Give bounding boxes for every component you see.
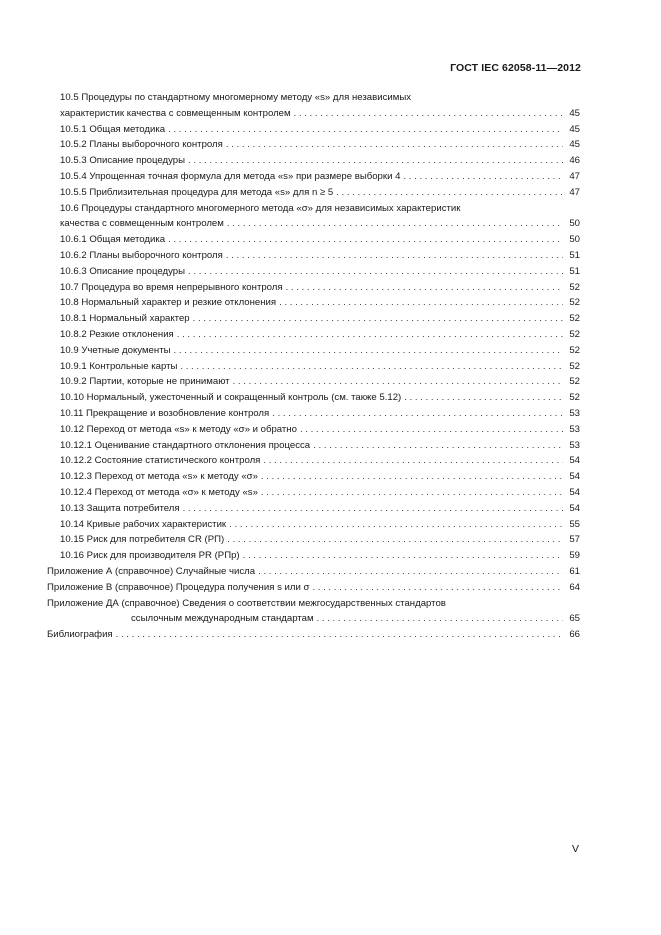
toc-entry-10-6-line1: 10.6 Процедуры стандартного многомерного метода «σ» для независимых характеристик [60, 202, 461, 214]
toc-page-number: 57 [569, 534, 580, 546]
toc-leader-dots [168, 122, 563, 138]
toc-page-number: 47 [569, 186, 580, 198]
toc-leader-dots [168, 232, 563, 248]
toc-page-number: 61 [569, 565, 580, 577]
toc-page-number: 54 [569, 471, 580, 483]
toc-leader-dots [272, 406, 563, 422]
toc-leader-dots [227, 216, 563, 232]
toc-page-number: 51 [569, 249, 580, 261]
toc-page-number: 52 [569, 328, 580, 340]
toc-page-number: 50 [569, 218, 580, 230]
toc-page-number: 45 [569, 139, 580, 151]
toc-entry-10-10[interactable] [47, 390, 580, 406]
toc-entry-10-16[interactable] [47, 548, 580, 564]
toc-page-number: 54 [569, 455, 580, 467]
toc-leader-dots [279, 295, 563, 311]
toc-page-number: 53 [569, 423, 580, 435]
toc-leader-dots [173, 343, 563, 359]
toc-leader-dots [261, 485, 563, 501]
toc-leader-dots [403, 169, 563, 185]
toc-page-number: 47 [569, 170, 580, 182]
toc-entry-10-5-1[interactable] [47, 122, 580, 138]
toc-entry-title: 10.5.5 Приблизительная процедура для метода «s» для n ≥ 5 [60, 186, 334, 198]
toc-entry-title: 10.6.2 Планы выборочного контроля [60, 249, 223, 261]
toc-entry-10-12-4[interactable] [47, 485, 580, 501]
toc-entry-10-8-2[interactable] [47, 327, 580, 343]
toc-entry-appendix-b[interactable] [47, 580, 580, 596]
toc-entry-10-9-1[interactable] [47, 359, 580, 375]
toc-entry-title: 10.9.2 Партии, которые не принимают [60, 376, 230, 388]
toc-entry-title: характеристик качества с совмещенным контролем [60, 107, 291, 119]
toc-page-number: 52 [569, 313, 580, 325]
toc-leader-dots [243, 548, 563, 564]
toc-entry-title: 10.13 Защита потребителя [60, 502, 180, 514]
toc-page-number: 51 [569, 265, 580, 277]
toc-entry-title: 10.10 Нормальный, ужесточенный и сокращенный контроль (см. также 5.12) [60, 392, 402, 404]
toc-page-number: 50 [569, 234, 580, 246]
toc-entry-title: Библиография [47, 629, 113, 641]
toc-leader-dots [300, 422, 563, 438]
toc-entry-10-5[interactable] [47, 106, 580, 122]
toc-entry-10-12-3[interactable] [47, 469, 580, 485]
toc-page-number: 45 [569, 123, 580, 135]
toc-entry-title: 10.8 Нормальный характер и резкие отклонения [60, 297, 277, 309]
toc-entry-appendix-da-line1: Приложение ДА (справочное) Сведения о соответствии межгосударственных стандартов [47, 597, 446, 609]
toc-page-number: 53 [569, 439, 580, 451]
toc-leader-dots [336, 185, 563, 201]
toc-entry-bibliography[interactable] [47, 627, 580, 643]
toc-page-number: 52 [569, 297, 580, 309]
toc-entry-10-12[interactable] [47, 422, 580, 438]
toc-page-number: 54 [569, 502, 580, 514]
toc-entry-title: 10.15 Риск для потребителя CR (РП) [60, 534, 225, 546]
toc-entry-title: ссылочным международным стандартам [131, 613, 314, 625]
toc-entry-title: 10.12.1 Оценивание стандартного отклонения процесса [60, 439, 311, 451]
toc-entry-title: Приложение А (справочное) Случайные числа [47, 565, 256, 577]
toc-entry-title: 10.12.3 Переход от метода «s» к методу «σ» [60, 471, 258, 483]
toc-entry-10-6-1[interactable] [47, 232, 580, 248]
toc-entry-title: 10.5.1 Общая методика [60, 123, 166, 135]
toc-page-number: 54 [569, 486, 580, 498]
toc-leader-dots [233, 374, 563, 390]
toc-page-number: 64 [569, 581, 580, 593]
toc-leader-dots [312, 580, 563, 596]
toc-entry-10-5-2[interactable] [47, 137, 580, 153]
toc-entry-title: 10.14 Кривые рабочих характеристик [60, 518, 227, 530]
toc-leader-dots [227, 532, 563, 548]
toc-page-number: 52 [569, 281, 580, 293]
toc-leader-dots [193, 311, 563, 327]
toc-page-number: 53 [569, 407, 580, 419]
table-of-contents [47, 90, 580, 643]
toc-entry-title: 10.6.3 Описание процедуры [60, 265, 186, 277]
toc-page-number: 66 [569, 629, 580, 641]
toc-entry-10-15[interactable] [47, 532, 580, 548]
toc-entry-10-13[interactable] [47, 501, 580, 517]
toc-entry-10-8-1[interactable] [47, 311, 580, 327]
toc-entry-appendix-da[interactable] [47, 611, 580, 627]
toc-leader-dots [404, 390, 563, 406]
toc-page-number: 59 [569, 550, 580, 562]
toc-page-number: 55 [569, 518, 580, 530]
toc-entry-title: 10.12.2 Состояние статистического контроля [60, 455, 261, 467]
toc-entry-title: 10.6.1 Общая методика [60, 234, 166, 246]
toc-leader-dots [177, 327, 563, 343]
toc-entry-10-6-2[interactable] [47, 248, 580, 264]
toc-leader-dots [261, 469, 563, 485]
toc-entry-10-5-4[interactable] [47, 169, 580, 185]
toc-page-number: 52 [569, 344, 580, 356]
toc-entry-appendix-a[interactable] [47, 564, 580, 580]
toc-leader-dots [263, 453, 563, 469]
toc-leader-dots [188, 264, 563, 280]
toc-entry-title: 10.16 Риск для производителя PR (РПр) [60, 550, 240, 562]
toc-entry-title: качества с совмещенным контролем [60, 218, 224, 230]
toc-entry-10-5-line1: 10.5 Процедуры по стандартному многомерному методу «s» для независимых [60, 92, 412, 103]
toc-entry-10-9-2[interactable] [47, 374, 580, 390]
toc-entry-10-9[interactable] [47, 343, 580, 359]
toc-entry-title: 10.11 Прекращение и возобновление контроля [60, 407, 270, 419]
toc-entry-10-6[interactable] [47, 216, 580, 232]
toc-entry-title: 10.5.2 Планы выборочного контроля [60, 139, 223, 151]
toc-leader-dots [226, 137, 563, 153]
toc-entry-title: 10.5.3 Описание процедуры [60, 155, 186, 167]
toc-entry-10-8[interactable] [47, 295, 580, 311]
toc-leader-dots [116, 627, 563, 643]
toc-page-number: 52 [569, 360, 580, 372]
toc-entry-title: 10.5.4 Упрощенная точная формула для метода «s» при размере выборки 4 [60, 170, 401, 182]
toc-page-number: 52 [569, 392, 580, 404]
toc-page-number: 52 [569, 376, 580, 388]
toc-leader-dots [183, 501, 563, 517]
toc-entry-title: 10.12 Переход от метода «s» к методу «σ» и обратно [60, 423, 297, 435]
toc-entry-title: 10.9 Учетные документы [60, 344, 171, 356]
page-number: V [571, 843, 579, 855]
toc-leader-dots [229, 517, 563, 533]
toc-page-number: 46 [569, 155, 580, 167]
toc-entry-title: 10.8.2 Резкие отклонения [60, 328, 174, 340]
document-header: ГОСТ IEC 62058-11—2012 [450, 62, 581, 74]
toc-leader-dots [313, 438, 563, 454]
toc-leader-dots [226, 248, 563, 264]
toc-leader-dots [294, 106, 563, 122]
toc-entry-10-12-2[interactable] [47, 453, 580, 469]
toc-entry-title: 10.9.1 Контрольные карты [60, 360, 178, 372]
toc-entry-10-12-1[interactable] [47, 438, 580, 454]
toc-leader-dots [286, 280, 563, 296]
toc-entry-title: 10.7 Процедура во время непрерывного контроля [60, 281, 283, 293]
toc-leader-dots [180, 359, 563, 375]
toc-leader-dots [188, 153, 563, 169]
toc-entry-10-7[interactable] [47, 280, 580, 296]
toc-entry-title: 10.12.4 Переход от метода «σ» к методу «s» [60, 486, 258, 498]
toc-leader-dots [258, 564, 563, 580]
toc-entry-title: Приложение В (справочное) Процедура получения s или σ [47, 581, 310, 593]
toc-entry-title: 10.8.1 Нормальный характер [60, 313, 190, 325]
toc-page-number: 65 [569, 613, 580, 625]
toc-entry-10-14[interactable] [47, 517, 580, 533]
toc-entry-10-11[interactable] [47, 406, 580, 422]
toc-entry-10-6-3[interactable] [47, 264, 580, 280]
toc-entry-10-5-5[interactable] [47, 185, 580, 201]
toc-page-number: 45 [569, 107, 580, 119]
toc-entry-10-5-3[interactable] [47, 153, 580, 169]
toc-leader-dots [317, 611, 563, 627]
